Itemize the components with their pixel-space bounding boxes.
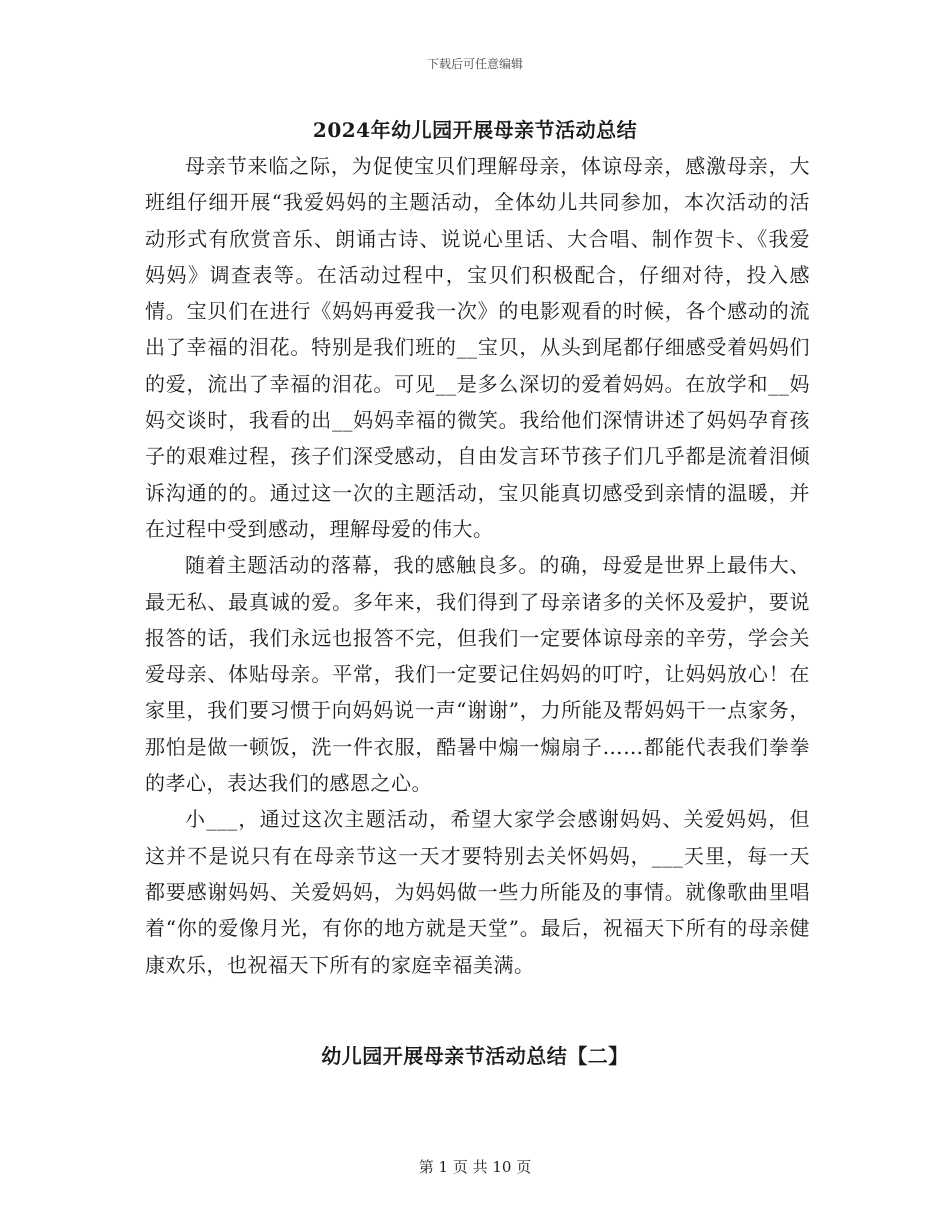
paragraph-1: 母亲节来临之际，为促使宝贝们理解母亲，体谅母亲，感激母亲，大班组仔细开展“我爱妈妈的主题活动，全体幼儿共同参加，本次活动的活动形式有欣赏音乐、朗诵古诗、说说心里话、大合唱、制作贺卡、《我爱妈妈》调查表等。在活动过程中，宝贝们积极配合，仔细对待，投入感情。宝贝们在进行《妈妈再爱我一次》的电影观看的时候，各个感动的流出了幸福的泪花。特别是我们班的__宝贝，从头到尾都仔细感受着妈妈们的爱，流出了幸福的泪花。可见__是多么深切的爱着妈妈。在放学和__妈妈交谈时，我看的出__妈妈幸福的微笑。我给他们深情讲述了妈妈孕育孩子的艰难过程，孩子们深受感动，自由发言环节孩子们几乎都是流着泪倾诉沟通的的。通过这一次的主题活动，宝贝能真切感受到亲情的温暖，并在过程中受到感动，理解母爱的伟大。 (145, 154, 810, 541)
header-note: 下载后可任意编辑 (426, 57, 523, 71)
paragraph-2: 随着主题活动的落幕，我的感触良多。的确，母爱是世界上最伟大、最无私、最真诚的爱。多年来，我们得到了母亲诸多的关怀及爱护，要说报答的话，我们永远也报答不完，但我们一定要体谅母亲的辛劳，学会关爱母亲、体贴母亲。平常，我们一定要记住妈妈的叮咛，让妈妈放心！在家里，我们要习惯于向妈妈说一声“谢谢”，力所能及帮妈妈干一点家务，那怕是做一顿饭，洗一件衣服，酷暑中煽一煽扇子……都能代表我们拳拳的孝心，表达我们的感恩之心。 (145, 553, 810, 796)
page-indicator: 第 1 页 共 10 页 (418, 1158, 532, 1176)
paragraph-3: 小___，通过这次主题活动，希望大家学会感谢妈妈、关爱妈妈，但这并不是说只有在母亲节这一天才要特别去关怀妈妈，___天里，每一天都要感谢妈妈、关爱妈妈，为妈妈做一些力所能及的事情。就像歌曲里唱着“你的爱像月光，有你的地方就是天堂”。最后，祝福天下所有的母亲健康欢乐，也祝福天下所有的家庭幸福美满。 (145, 807, 810, 977)
next-section-title: 幼儿园开展母亲节活动总结【二】 (321, 1044, 629, 1068)
document-body (145, 148, 810, 983)
document-title: 2024年幼儿园开展母亲节活动总结 (312, 118, 638, 142)
